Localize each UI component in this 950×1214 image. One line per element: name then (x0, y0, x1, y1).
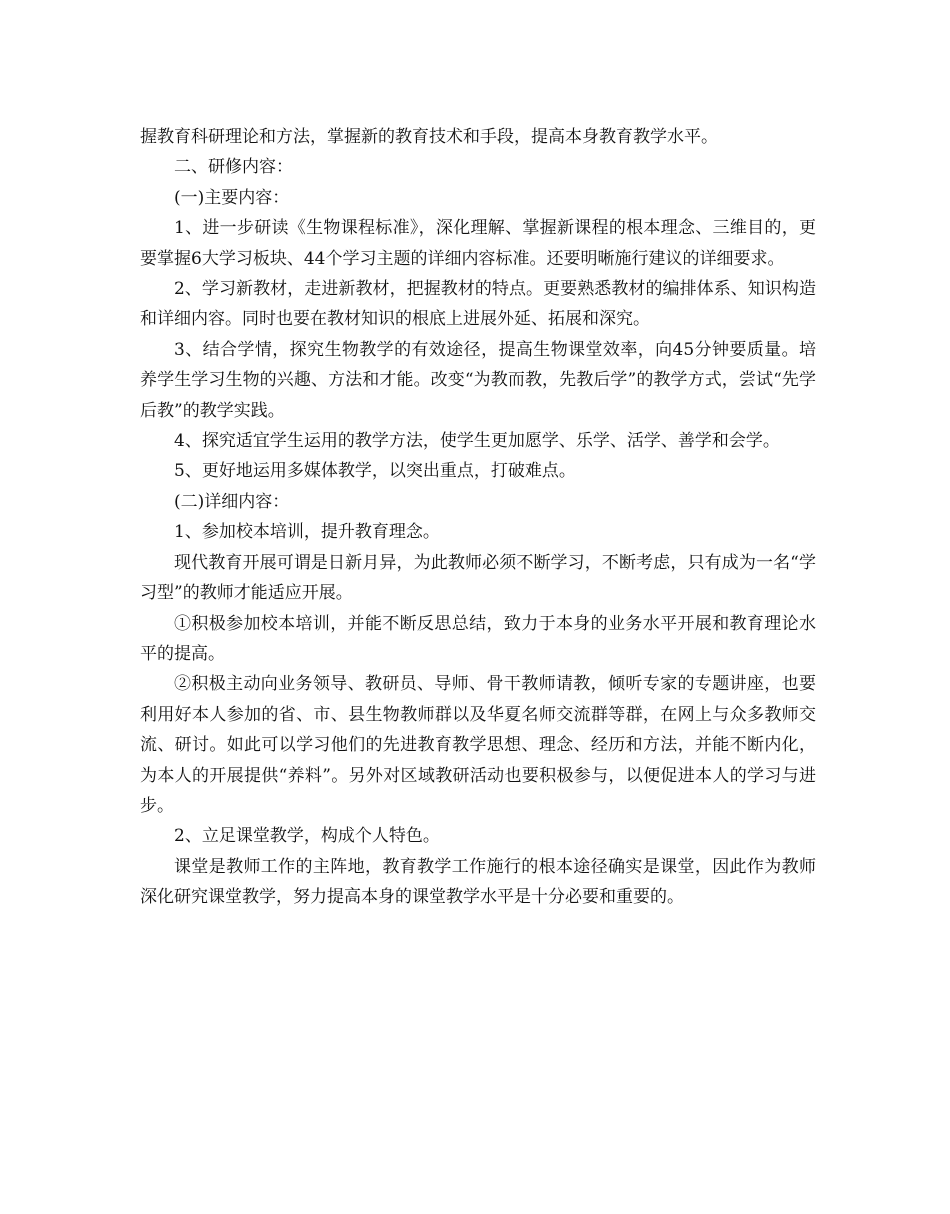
document-body (140, 122, 816, 913)
paragraph-detail-1-point-2: ②积极主动向业务领导、教研员、导师、骨干教师请教，倾听专家的专题讲座，也要利用好本人参加的省、市、县生物教师群以及华夏名师交流群等群，在网上与众多教师交流、研讨。如此可以学习他们的先进教育教学思想、理念、经历和方法，并能不断内化，为本人的开展提供“养料”。另外对区域教研活动也要积极参与，以便促进本人的学习与进步。 (140, 674, 816, 816)
paragraph-detail-1-heading: 1、参加校本培训，提升教育理念。 (174, 522, 440, 543)
paragraph-detail-2-heading: 2、立足课堂教学，构成个人特色。 (174, 826, 440, 847)
paragraph-item-5: 5、更好地运用多媒体教学，以突出重点，打破难点。 (174, 461, 576, 482)
subsection-heading-main-content: (一)主要内容： (174, 187, 290, 208)
section-heading-research-content: 二、研修内容： (174, 157, 293, 178)
paragraph-detail-1-body: 现代教育开展可谓是日新月异，为此教师必须不断学习，不断考虑，只有成为一名“学习型”的教师才能适应开展。 (140, 552, 816, 604)
subsection-heading-detailed-content: (二)详细内容： (174, 491, 290, 512)
paragraph-item-1: 1、进一步研读《生物课程标准》，深化理解、掌握新课程的根本理念、三维目的，更要掌握6大学习板块、44个学习主题的详细内容标准。还要明晰施行建议的详细要求。 (140, 218, 816, 269)
paragraph-item-2: 2、学习新教材，走进新教材，把握教材的特点。更要熟悉教材的编排体系、知识构造和详细内容。同时也要在教材知识的根底上进展外延、拓展和深究。 (140, 279, 816, 330)
paragraph-detail-2-body: 课堂是教师工作的主阵地，教育教学工作施行的根本途径确实是课堂，因此作为教师深化研究课堂教学，努力提高本身的课堂教学水平是十分必要和重要的。 (140, 856, 816, 908)
paragraph-continuation: 握教育科研理论和方法，掌握新的教育技术和手段，提高本身教育教学水平。 (140, 127, 718, 147)
paragraph-item-3: 3、结合学情，探究生物教学的有效途径，提高生物课堂效率，向45分钟要质量。培养学生学习生物的兴趣、方法和才能。改变“为教而教，先教后学”的教学方式，尝试“先学后教”的教学实践。 (140, 339, 816, 421)
paragraph-item-4: 4、探究适宜学生运用的教学方法，使学生更加愿学、乐学、活学、善学和会学。 (174, 431, 780, 452)
paragraph-detail-1-point-1: ①积极参加校本培训，并能不断反思总结，致力于本身的业务水平开展和教育理论水平的提高。 (140, 613, 816, 664)
